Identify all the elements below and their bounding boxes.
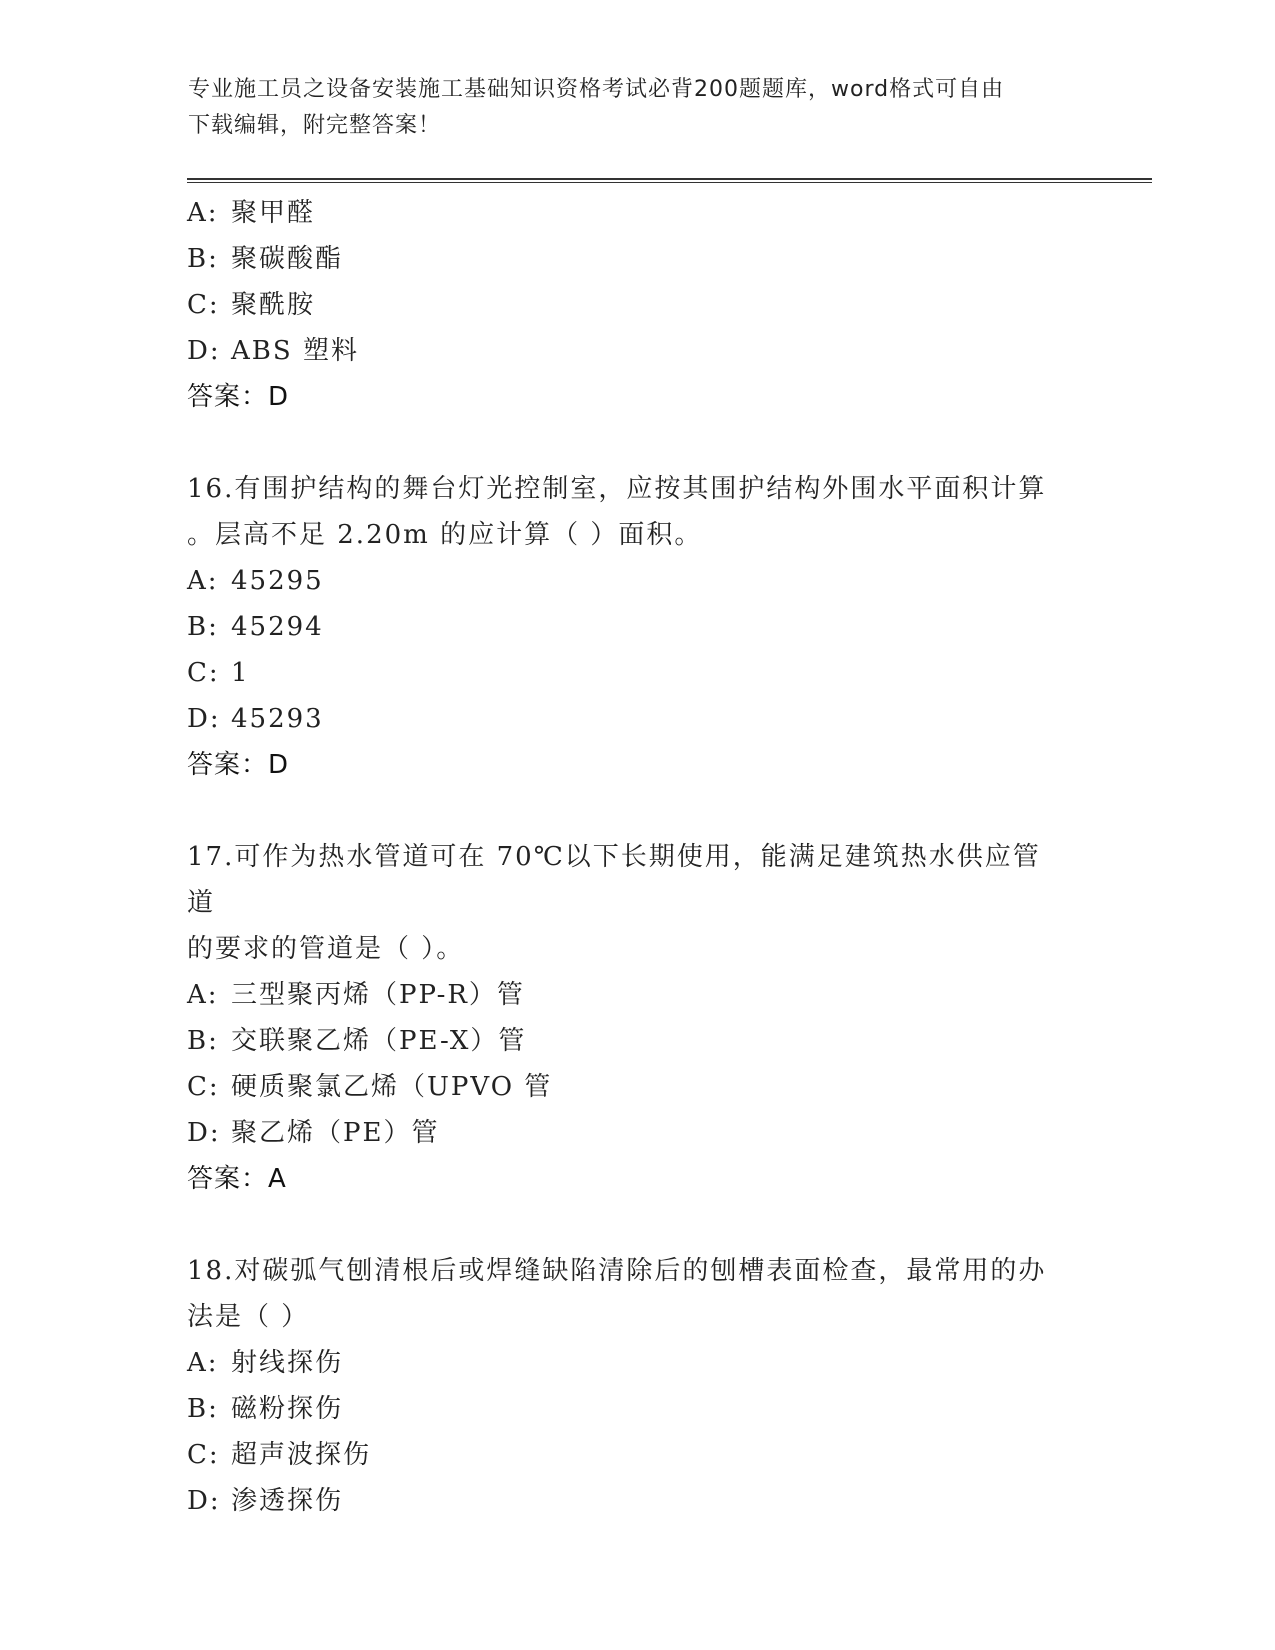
option-text: 渗透探伤	[231, 1486, 344, 1516]
option-c	[187, 1432, 1087, 1478]
option-letter: B:	[187, 244, 219, 274]
option-text: 1	[231, 658, 250, 688]
option-text: 聚乙烯（PE）管	[231, 1118, 440, 1148]
option-letter: B:	[187, 1026, 219, 1056]
option-letter: C:	[187, 1440, 220, 1470]
option-a	[187, 1340, 1087, 1386]
option-letter: D:	[187, 704, 221, 734]
question-text	[187, 1248, 1067, 1340]
option-b	[187, 604, 1087, 650]
question-line-2: 。层高不足 2.20m 的应计算（ ）面积。	[187, 520, 703, 550]
question-text	[187, 834, 1067, 972]
question-line-1: 17.可作为热水管道可在 70℃以下长期使用，能满足建筑热水供应管道	[187, 842, 1041, 918]
option-a	[187, 558, 1087, 604]
option-c	[187, 650, 1087, 696]
option-letter: C:	[187, 290, 220, 320]
option-letter: A:	[187, 1348, 219, 1378]
option-text: 超声波探伤	[231, 1440, 372, 1470]
option-letter: D:	[187, 1486, 221, 1516]
answer-line: 答案：D	[187, 750, 290, 780]
question-line-2: 的要求的管道是（ ）。	[187, 934, 465, 964]
option-text: 聚酰胺	[231, 290, 316, 320]
question-list	[187, 190, 1087, 1524]
option-text: 聚碳酸酯	[231, 244, 344, 274]
question-block-18	[187, 1248, 1087, 1524]
option-text: 磁粉探伤	[231, 1394, 344, 1424]
option-a	[187, 972, 1087, 1018]
header-line-2: 下载编辑，附完整答案！	[188, 113, 442, 138]
option-d	[187, 1110, 1087, 1156]
question-line-2: 法是（ ）	[187, 1302, 310, 1332]
option-letter: C:	[187, 658, 220, 688]
spacer	[187, 1202, 1087, 1248]
option-text: 45295	[231, 566, 324, 596]
option-d	[187, 696, 1087, 742]
spacer	[187, 788, 1087, 834]
option-a	[187, 190, 1087, 236]
question-line-1: 16.有围护结构的舞台灯光控制室，应按其围护结构外围水平面积计算	[187, 474, 1047, 504]
option-letter: D:	[187, 1118, 221, 1148]
option-letter: A:	[187, 198, 219, 228]
question-block-15	[187, 190, 1087, 420]
option-text: ABS 塑料	[231, 336, 359, 366]
option-d	[187, 328, 1087, 374]
option-c	[187, 282, 1087, 328]
option-letter: A:	[187, 566, 219, 596]
document-header	[188, 72, 1088, 144]
header-divider	[187, 178, 1152, 183]
option-b	[187, 1386, 1087, 1432]
question-block-16	[187, 466, 1087, 788]
answer-line: 答案：A	[187, 1164, 287, 1194]
option-letter: B:	[187, 1394, 219, 1424]
question-text	[187, 466, 1067, 558]
option-letter: C:	[187, 1072, 220, 1102]
option-text: 45294	[231, 612, 324, 642]
option-text: 聚甲醛	[231, 198, 316, 228]
header-line-1: 专业施工员之设备安装施工基础知识资格考试必背200题题库，word格式可自由	[188, 77, 1005, 102]
option-d	[187, 1478, 1087, 1524]
spacer	[187, 420, 1087, 466]
option-b	[187, 1018, 1087, 1064]
option-text: 三型聚丙烯（PP-R）管	[231, 980, 525, 1010]
option-text: 硬质聚氯乙烯（UPVO 管	[231, 1072, 553, 1102]
option-b	[187, 236, 1087, 282]
answer-line: 答案：D	[187, 382, 290, 412]
option-c	[187, 1064, 1087, 1110]
question-block-17	[187, 834, 1087, 1202]
option-letter: B:	[187, 612, 219, 642]
option-text: 射线探伤	[231, 1348, 344, 1378]
option-text: 45293	[231, 704, 324, 734]
question-line-1: 18.对碳弧气刨清根后或焊缝缺陷清除后的刨槽表面检查，最常用的办	[187, 1256, 1047, 1286]
option-letter: D:	[187, 336, 221, 366]
option-text: 交联聚乙烯（PE-X）管	[231, 1026, 527, 1056]
option-letter: A:	[187, 980, 219, 1010]
